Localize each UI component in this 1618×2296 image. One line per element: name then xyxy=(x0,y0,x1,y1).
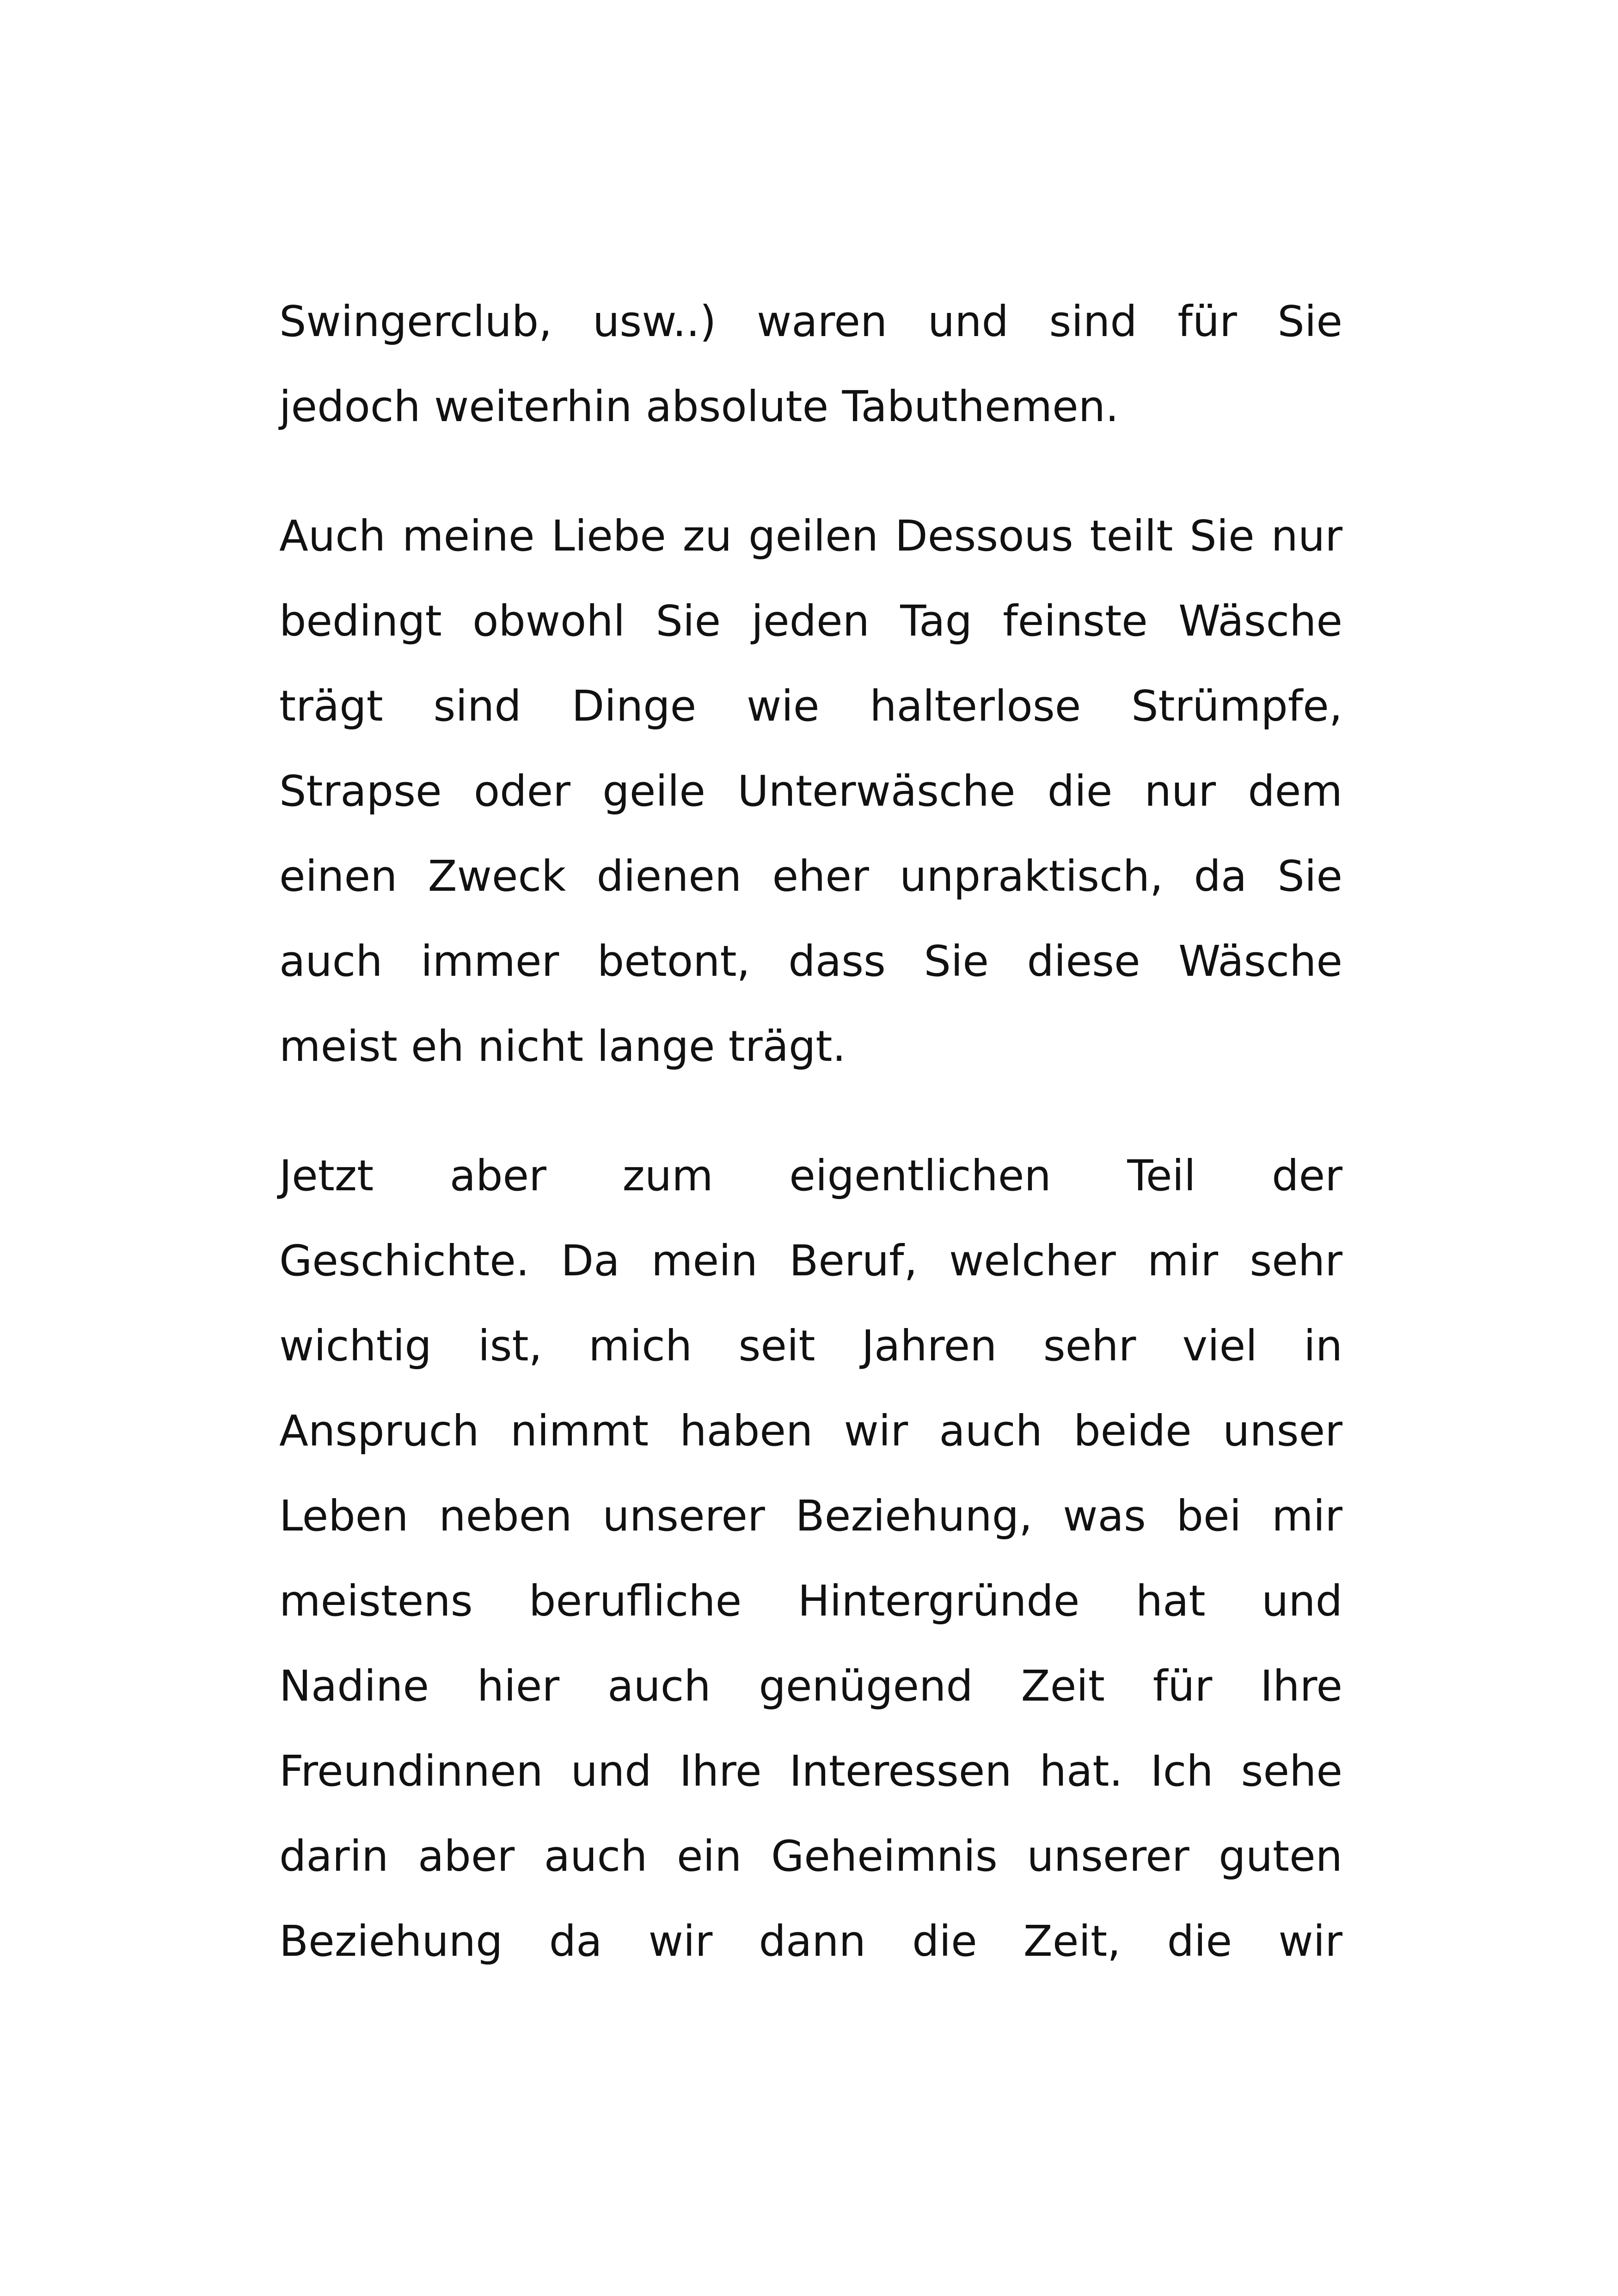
text-line: auch immer betont, dass Sie diese Wäsche xyxy=(279,937,1342,986)
text-line: Jetzt aber zum eigentlichen Teil der xyxy=(279,1151,1342,1200)
paragraph-gap xyxy=(279,1089,1342,1133)
text-line: Geschichte. Da mein Beruf, welcher mir sehr xyxy=(279,1236,1342,1286)
text-line: darin aber auch ein Geheimnis unserer guten xyxy=(279,1831,1342,1881)
text-line: einen Zweck dienen eher unpraktisch, da Sie xyxy=(279,851,1342,901)
paragraph-1 xyxy=(279,279,1342,449)
text-line: Nadine hier auch genügend Zeit für Ihre xyxy=(279,1661,1342,1711)
text-line: Beziehung da wir dann die Zeit, die wir xyxy=(279,1916,1342,1966)
paragraph-gap xyxy=(279,449,1342,494)
text-line: Anspruch nimmt haben wir auch beide unser xyxy=(279,1406,1342,1456)
text-line: Swingerclub, usw..) waren und sind für Sie xyxy=(279,297,1342,346)
body-text xyxy=(279,279,1342,1984)
paragraph-3 xyxy=(279,1133,1342,1984)
text-line: bedingt obwohl Sie jeden Tag feinste Wäsche xyxy=(279,596,1342,646)
text-line: Auch meine Liebe zu geilen Dessous teilt Sie nur xyxy=(279,511,1342,561)
text-line: meistens berufliche Hintergründe hat und xyxy=(279,1576,1342,1626)
text-line: Leben neben unserer Beziehung, was bei mir xyxy=(279,1491,1342,1541)
paragraph-2 xyxy=(279,494,1342,1089)
text-line: jedoch weiterhin absolute Tabuthemen. xyxy=(279,382,1119,431)
text-line: trägt sind Dinge wie halterlose Strümpfe, xyxy=(279,681,1342,731)
text-line: Freundinnen und Ihre Interessen hat. Ich sehe xyxy=(279,1746,1342,1796)
text-line: meist eh nicht lange trägt. xyxy=(279,1022,846,1071)
text-line: wichtig ist, mich seit Jahren sehr viel in xyxy=(279,1321,1342,1371)
text-line: Strapse oder geile Unterwäsche die nur dem xyxy=(279,766,1342,816)
